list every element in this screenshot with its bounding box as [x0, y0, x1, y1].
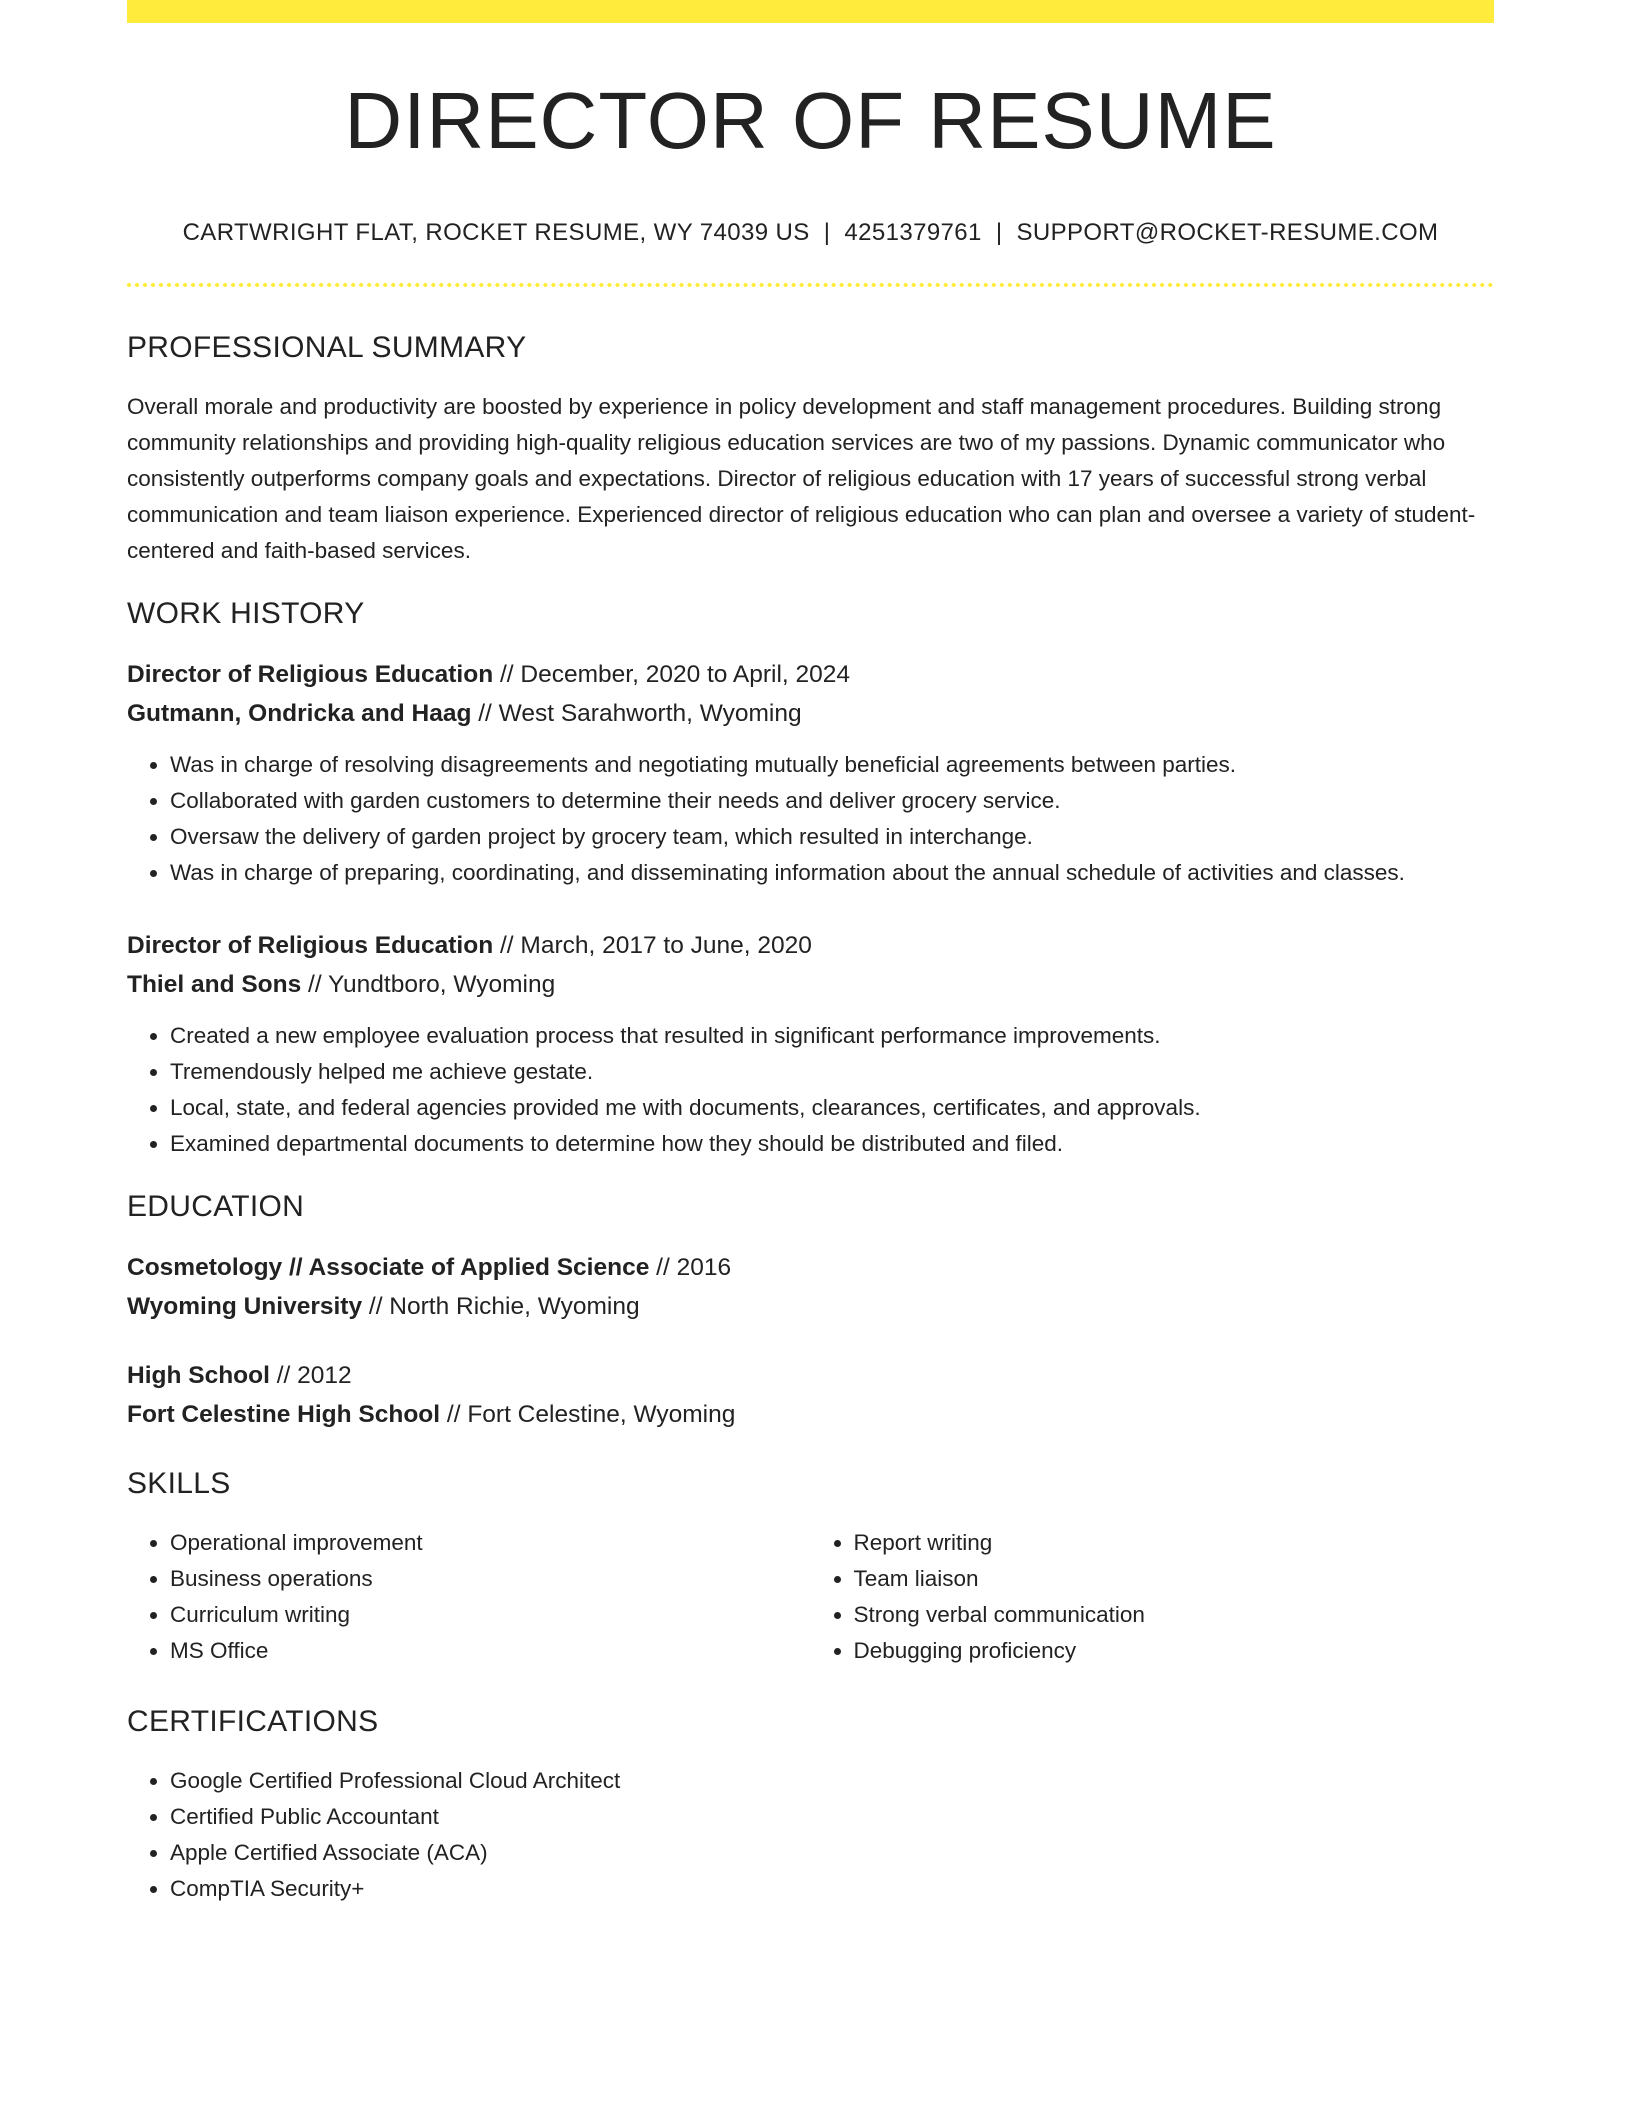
job-bullet: • Tremendously helped me achieve gestate. [170, 1054, 1494, 1090]
skill-item: • Business operations [170, 1561, 811, 1597]
job-bullet: • Oversaw the delivery of garden project by grocery team, which resulted in interchange. [170, 819, 1494, 855]
education-entry [127, 1248, 1494, 1326]
job-title-line [127, 655, 1494, 694]
job-bullets [127, 1018, 1494, 1162]
resume-page [127, 0, 1494, 1907]
job-bullets [127, 747, 1494, 891]
job-location: // Yundtboro, Wyoming [301, 970, 556, 998]
education-degree: High School [127, 1361, 270, 1389]
skills-heading: SKILLS [127, 1466, 231, 1500]
education-school-line [127, 1287, 1494, 1326]
certification-item: • Google Certified Professional Cloud Architect [170, 1763, 1494, 1799]
education-year: // 2012 [269, 1361, 352, 1389]
contact-separator: | [823, 219, 831, 246]
education-location: // North Richie, Wyoming [362, 1292, 640, 1320]
job-bullet: • Created a new employee evaluation process that resulted in significant performance improvements. [170, 1018, 1494, 1054]
skills-list-left [127, 1525, 811, 1669]
job-role: Director of Religious Education [127, 931, 494, 959]
skill-item: • Strong verbal communication [854, 1597, 1495, 1633]
resume-name: DIRECTOR OF RESUME [344, 76, 1277, 165]
skill-item: • Team liaison [854, 1561, 1495, 1597]
certifications-section [127, 1704, 1494, 1907]
job-company-line [127, 965, 1494, 1004]
job-location: // West Sarahworth, Wyoming [471, 699, 802, 727]
education-heading: EDUCATION [127, 1189, 305, 1223]
job-bullet: • Was in charge of preparing, coordinating, and disseminating information about the annual schedule of activities and classes. [170, 855, 1494, 891]
job-dates: // December, 2020 to April, 2024 [493, 660, 851, 688]
certification-item: • CompTIA Security+ [170, 1871, 1494, 1907]
certifications-heading: CERTIFICATIONS [127, 1704, 379, 1738]
education-year: // 2016 [649, 1253, 732, 1281]
contact-separator: | [995, 219, 1003, 246]
education-school: Fort Celestine High School [127, 1400, 441, 1428]
skills-grid [127, 1525, 1494, 1669]
contact-address: CARTWRIGHT FLAT, ROCKET RESUME, WY 74039 US [182, 219, 810, 246]
skill-item: • Operational improvement [170, 1525, 811, 1561]
job-company-line [127, 694, 1494, 733]
summary-section [127, 330, 1494, 569]
contact-email: SUPPORT@ROCKET-RESUME.COM [1016, 219, 1439, 246]
job-company: Gutmann, Ondricka and Haag [127, 699, 472, 727]
job-dates: // March, 2017 to June, 2020 [493, 931, 812, 959]
skills-list-right [811, 1525, 1495, 1669]
education-entry [127, 1356, 1494, 1434]
job-entry [127, 926, 1494, 1162]
education-school-line [127, 1395, 1494, 1434]
certification-item: • Apple Certified Associate (ACA) [170, 1835, 1494, 1871]
education-location: // Fort Celestine, Wyoming [440, 1400, 736, 1428]
education-school: Wyoming University [127, 1292, 363, 1320]
work-history-section [127, 596, 1494, 1162]
skill-item: • Curriculum writing [170, 1597, 811, 1633]
education-degree: Cosmetology // Associate of Applied Science [127, 1253, 650, 1281]
certifications-list [127, 1763, 1494, 1907]
header-divider [127, 283, 1494, 287]
summary-text: Overall morale and productivity are boosted by experience in policy development and staff management procedures. Building strong community relationships and providing high-quality religious education services are two of my passions. Dynamic communicator who consistently outperforms company goals and expectations. Director of religious education with 17 years of successful strong verbal communication and team liaison experience. Experienced director of religious education who can plan and oversee a variety of student-centered and faith-based services. [127, 393, 1476, 563]
contact-phone: 4251379761 [844, 219, 982, 246]
job-bullet: • Examined departmental documents to determine how they should be distributed and filed. [170, 1126, 1494, 1162]
skill-item: • Report writing [854, 1525, 1495, 1561]
contact-line [127, 219, 1494, 248]
education-degree-line [127, 1356, 1494, 1395]
job-bullet: • Local, state, and federal agencies provided me with documents, clearances, certificates, and approvals. [170, 1090, 1494, 1126]
job-title-line [127, 926, 1494, 965]
skill-item: • Debugging proficiency [854, 1633, 1495, 1669]
work-history-heading: WORK HISTORY [127, 596, 365, 630]
certification-item: • Certified Public Accountant [170, 1799, 1494, 1835]
job-role: Director of Religious Education [127, 660, 494, 688]
job-bullet: • Was in charge of resolving disagreements and negotiating mutually beneficial agreements between parties. [170, 747, 1494, 783]
education-degree-line [127, 1248, 1494, 1287]
job-entry [127, 655, 1494, 891]
skills-section [127, 1466, 1494, 1669]
top-accent-bar [127, 0, 1494, 23]
skill-item: • MS Office [170, 1633, 811, 1669]
job-company: Thiel and Sons [127, 970, 302, 998]
job-bullet: • Collaborated with garden customers to determine their needs and deliver grocery service. [170, 783, 1494, 819]
education-section [127, 1189, 1494, 1434]
summary-heading: PROFESSIONAL SUMMARY [127, 330, 527, 364]
